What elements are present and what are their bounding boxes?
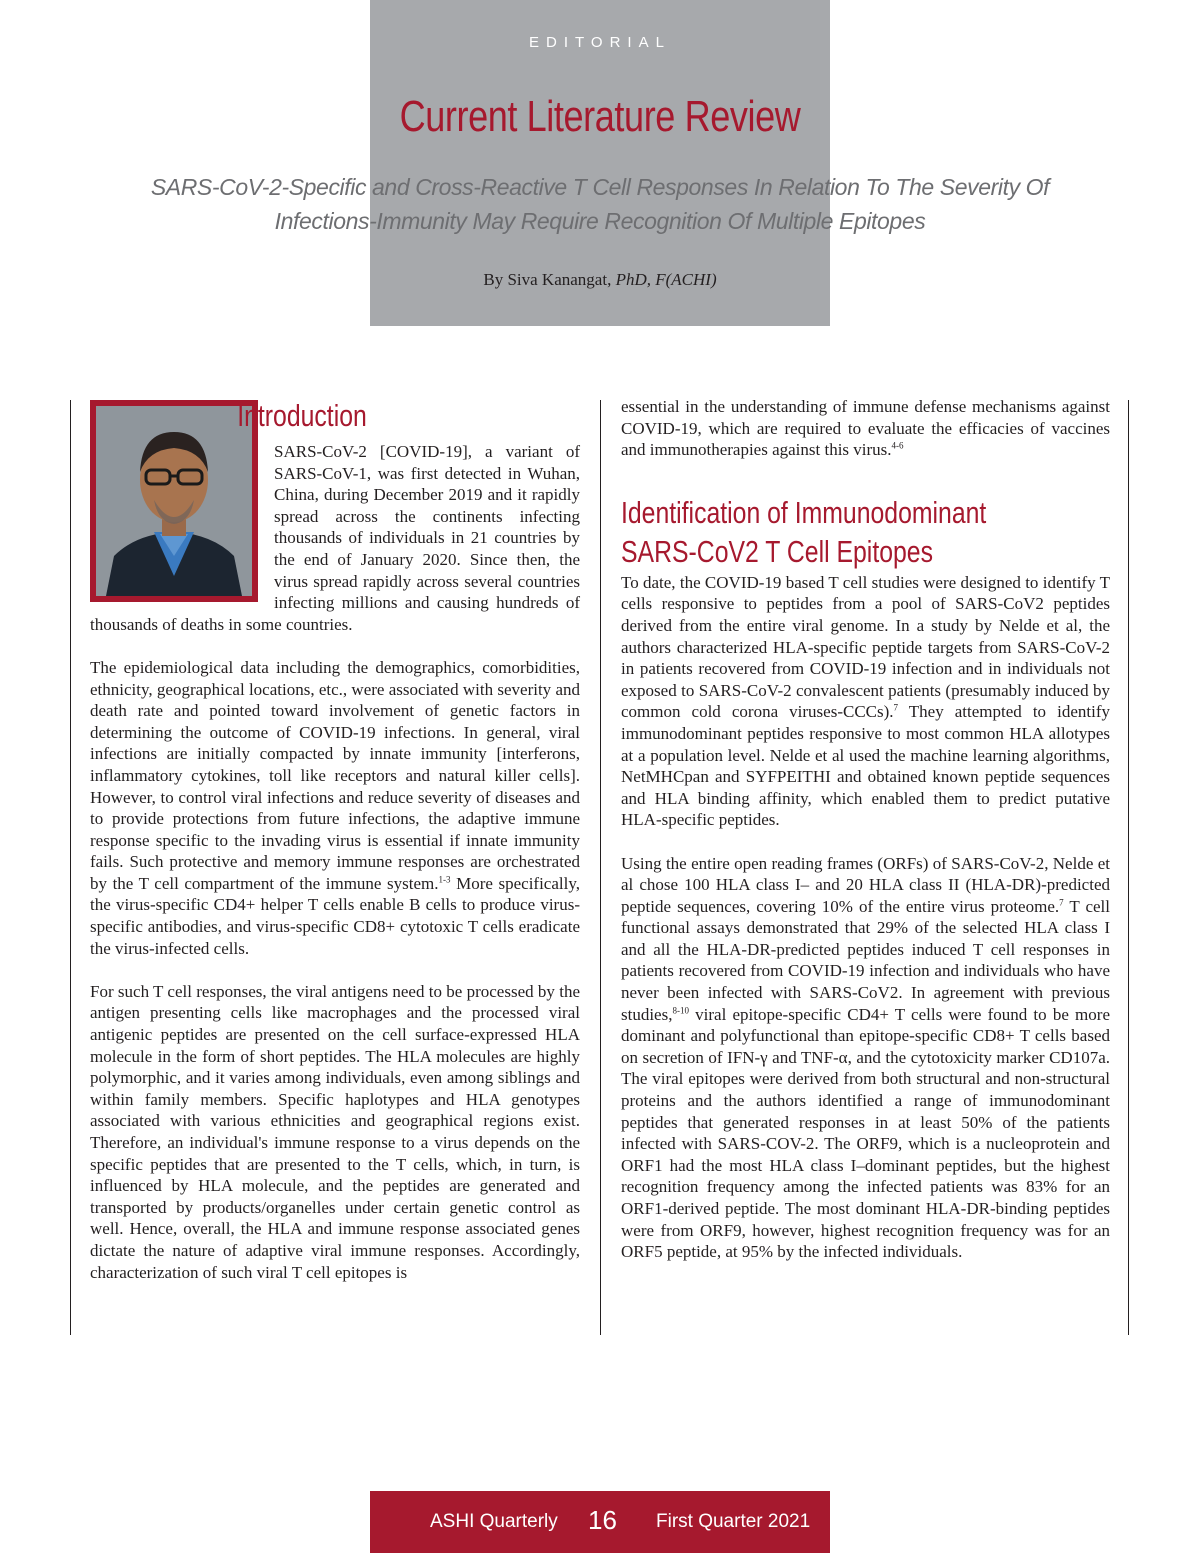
epitopes-paragraph-1: [621, 572, 1110, 831]
intro-paragraph-1: SARS-CoV-2 [COVID-19], a variant of SARS-CoV-1, was first detected in Wuhan, China, during December 2019 and it rapidly spread across the continents infecting thousands of individuals in 21 countries by the end of January 2020. Since then, the virus spread rapidly across several countries infecting millions and causing hundreds of thousands of deaths in some countries.: [90, 442, 580, 634]
epitopes-heading: [621, 493, 1012, 571]
intro-p2-text-a: The epidemiological data including the demographics, comorbidities, ethnicity, geographical locations, etc., were associated with severity and death rate and pointed toward involvement of genetic factors in determining the outcome of COVID-19 infections. In general, viral infections are initially compacted by innate immunity [interferons, inflammatory cytokines, toll like receptors and natural killer cells]. However, to control viral infections and reduce severity of diseases and to provide protections from future infections, the adaptive immune response specific to the invading virus is essential if innate immunity fails. Such protective and memory immune responses are orchestrated by the T cell compartment of the immune system.: [90, 657, 580, 893]
citation-ref: 4-6: [891, 440, 904, 451]
left-column: [90, 396, 580, 1305]
page-footer: [370, 1491, 830, 1553]
intro-paragraph-4: [621, 396, 1110, 461]
right-rule: [1128, 400, 1129, 1335]
citation-ref: 1-3: [438, 874, 451, 885]
epitopes-p2-text-b: T cell functional assays demonstrated that 29% of the selected HLA class I and all the HLA-DR-predicted peptides induced T cell responses in patients recovered from COVID-19 infection and individuals who have never been infected with SARS-CoV2. In agreement with previous studies,: [621, 896, 1110, 1024]
citation-ref: 7: [893, 702, 899, 713]
subtitle-line-1: SARS-CoV-2-Specific and Cross-Reactive T Cell Responses In Relation To The Severity Of: [150, 174, 1050, 200]
epitopes-p1-text-b: They attempted to identify immunodominant peptides responsive to most common HLA allotypes at a population level. Nelde et al used the machine learning algorithms, NetMHCpan and SYFPEITHI and obtained known peptide sequences and HLA binding affinity, which enabled them to predict putative HLA-specific peptides.: [621, 702, 1110, 830]
citation-ref: 8-10: [672, 1005, 689, 1015]
intro-p2-text-b: More specifically, the virus-specific CD4+ helper T cells enable B cells to produce virus-specific antibodies, and virus-specific CD8+ cytotoxic T cells eradicate the virus-infected cells.: [90, 873, 580, 958]
article-subtitle: [100, 170, 1100, 238]
subtitle-line-2: Infections-Immunity May Require Recognition Of Multiple Epitopes: [274, 208, 926, 234]
epitopes-p1-text-a: To date, the COVID-19 based T cell studies were designed to identify T cells responsive to peptides from a pool of SARS-CoV2 peptides derived from the entire viral genome. In a study by Nelde et al, the authors characterized HLA-specific peptide targets from SARS-CoV-2 in patients recovered from COVID-19 infection and in individuals not exposed to SARS-CoV-2 convalescent patients (presumably induced by common cold corona viruses-CCCs).: [621, 572, 1110, 722]
intro-p4-text: essential in the understanding of immune defense mechanisms against COVID-19, which are required to evaluate the efficacies of vaccines and immunotherapies against this virus.: [621, 397, 1110, 460]
epitopes-p2-text-a: Using the entire open reading frames (ORFs) of SARS-CoV-2, Nelde et al chose 100 HLA class I– and 20 HLA class II (HLA-DR)-predicted peptide sequences, covering 10% of the entire virus proteome.: [621, 853, 1110, 916]
byline-author: By Siva Kanangat,: [483, 270, 612, 289]
footer-journal: ASHI Quarterly: [430, 1511, 558, 1532]
center-rule: [600, 400, 601, 1335]
intro-paragraph-2: [90, 657, 580, 959]
intro-paragraph-3: For such T cell responses, the viral antigens need to be processed by the antigen presenting cells like macrophages and the processed viral antigenic peptides are presented on the cell surface-expressed HLA molecule in the form of short peptides. The HLA molecules are highly polymorphic, and it varies among individuals, even among siblings and within family members. Specific haplotypes and HLA genotypes associated with various ethnicities and geographical regions exist. Therefore, an individual's immune response to a virus depends on the specific peptides that are presented to the T cells, which, in turn, is influenced by HLA molecule, and the peptides are generated and transported by products/organelles under certain genetic control as well. Hence, overall, the HLA and immune response associated genes dictate the nature of adaptive viral immune responses. Accordingly, characterization of such viral T cell epitopes is: [90, 981, 580, 1282]
epitopes-p2-text-c: viral epitope-specific CD4+ T cells were found to be more dominant and polyfunctional than epitope-specific CD8+ T cells based on secretion of IFN-γ and TNF-α, and the cytotoxicity marker CD107a. The viral epitopes were derived from both structural and non-structural proteins and the authors identified a range of immunodominant peptides that generated responses in at least 50% of the patients infected with SARS-COV-2. The ORF9, which is a nucleoprotein and ORF1 had the most HLA class I–dominant peptides, but the highest recognition frequency among the infected patients was 83% for an ORF1-derived peptide. The most dominant HLA-DR-binding peptides were from ORF9, however, highest recognition frequency was for an ORF5 peptide, at 95% by the infected individuals.: [621, 1004, 1110, 1262]
section-label: EDITORIAL: [529, 34, 671, 51]
page-number: 16: [588, 1505, 617, 1535]
byline: [0, 270, 1200, 290]
left-rule: [70, 400, 71, 1335]
page-title: Current Literature Review: [399, 92, 801, 141]
epitopes-paragraph-2: [621, 853, 1110, 1263]
citation-ref: 7: [1059, 897, 1064, 908]
right-column: [621, 396, 1110, 1284]
byline-credentials: PhD, F(ACHI): [615, 270, 717, 289]
footer-issue: First Quarter 2021: [656, 1511, 811, 1532]
epitopes-heading-line-1: Identification of Immunodominant: [621, 494, 987, 530]
intro-heading: Introduction: [237, 398, 367, 433]
epitopes-heading-line-2: SARS-CoV2 T Cell Epitopes: [621, 533, 933, 569]
